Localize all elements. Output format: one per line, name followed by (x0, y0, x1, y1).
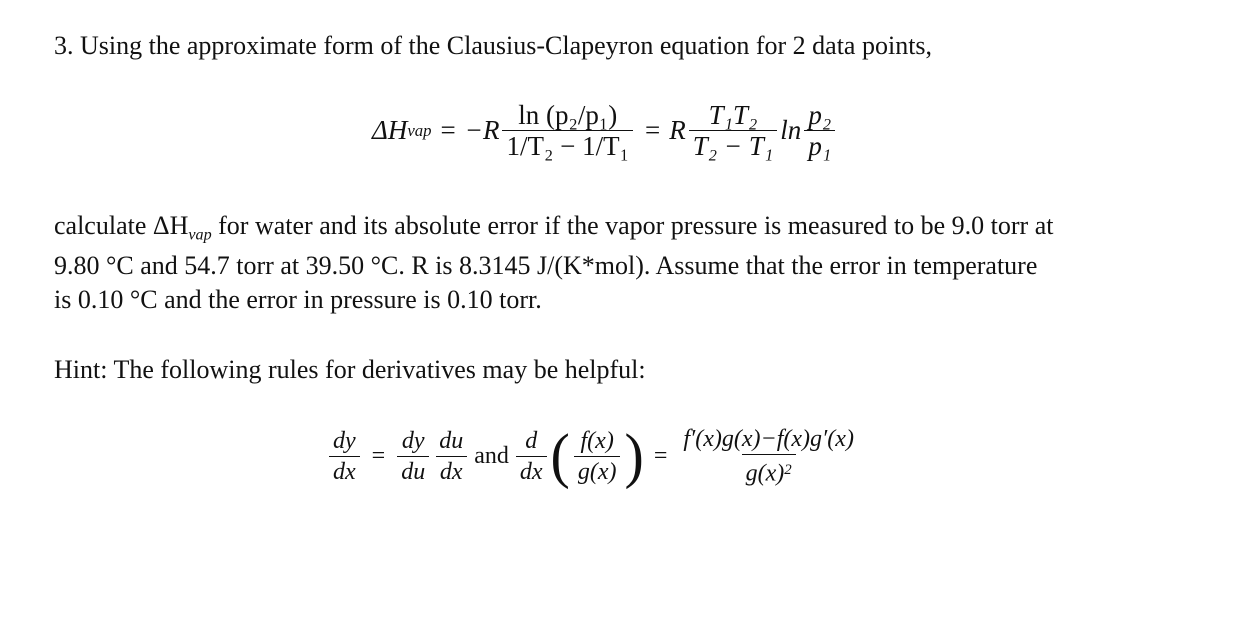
derivative-rules-equation (326, 421, 861, 490)
delta-h-symbol: ΔH (372, 115, 408, 145)
fraction-d-dx (516, 426, 547, 487)
fraction-numerator: dy (333, 427, 356, 454)
denominator-base: g(x) (745, 460, 785, 487)
body-prefix: calculate ΔH (54, 211, 189, 240)
fraction-temperatures (689, 100, 778, 161)
and-word: and (474, 442, 509, 469)
ln-symbol: ln (780, 115, 802, 145)
denominator-exponent: 2 (784, 462, 792, 478)
fraction-numerator: dy (401, 427, 425, 454)
fraction-numerator: ln (p₂/p₁) (518, 100, 618, 130)
fraction-pressures (804, 100, 835, 161)
problem-intro (54, 28, 932, 64)
body-line-2: 9.80 °C and 54.7 torr at 39.50 °C. R is 8.3145 J/(K*mol). Assume that the error in temperature (54, 251, 1038, 280)
fraction-denominator: 1/T₂ − 1/T₁ (502, 130, 633, 161)
fraction-quotient-rule (679, 424, 858, 489)
body-subscript: vap (188, 226, 212, 244)
fraction-numerator: f′(x)g(x)−f(x)g′(x) (683, 426, 854, 452)
problem-number: 3. (54, 31, 74, 60)
fraction-denominator: g(x) (574, 456, 621, 487)
equals-sign: = (653, 442, 668, 469)
fraction-dy-du (397, 426, 429, 487)
fraction-denominator: dx (329, 456, 360, 487)
fraction-du-dx (435, 426, 467, 487)
fraction-numerator: d (525, 427, 538, 454)
body-line-1 (54, 208, 1053, 254)
negative-r: −R (464, 115, 500, 145)
hint-text: Hint: The following rules for derivatives may be helpful: (54, 355, 646, 384)
equals-sign: = (440, 115, 456, 145)
fraction-denominator: dx (516, 456, 547, 487)
fraction-numerator: p₂ (808, 100, 832, 130)
fraction-denominator: T₂ − T₁ (689, 130, 778, 161)
equals-sign: = (645, 115, 661, 145)
equals-sign: = (371, 442, 386, 469)
fraction-denominator: p₁ (804, 130, 835, 161)
intro-text: Using the approximate form of the Clausius-Clapeyron equation for 2 data points, (80, 31, 933, 60)
body-line1-rest: for water and its absolute error if the vapor pressure is measured to be 9.0 torr at (211, 211, 1054, 240)
fraction-denominator (742, 454, 796, 489)
fraction-denominator: dx (436, 456, 467, 487)
fraction-denominator: du (397, 456, 429, 487)
fraction-dy-dx (329, 426, 360, 487)
fraction-ln-ratio (502, 100, 633, 161)
right-parenthesis: ) (624, 421, 644, 490)
fraction-f-over-g (574, 426, 621, 487)
body-line-3: is 0.10 °C and the error in pressure is 0.10 torr. (54, 285, 542, 314)
delta-h-subscript: vap (407, 120, 432, 140)
fraction-numerator: du (439, 427, 464, 454)
left-parenthesis: ( (550, 421, 570, 490)
fraction-numerator: T₁T₂ (708, 100, 758, 130)
gas-constant-r: R (669, 115, 686, 145)
clausius-clapeyron-equation (372, 100, 838, 161)
fraction-numerator: f(x) (580, 427, 614, 454)
